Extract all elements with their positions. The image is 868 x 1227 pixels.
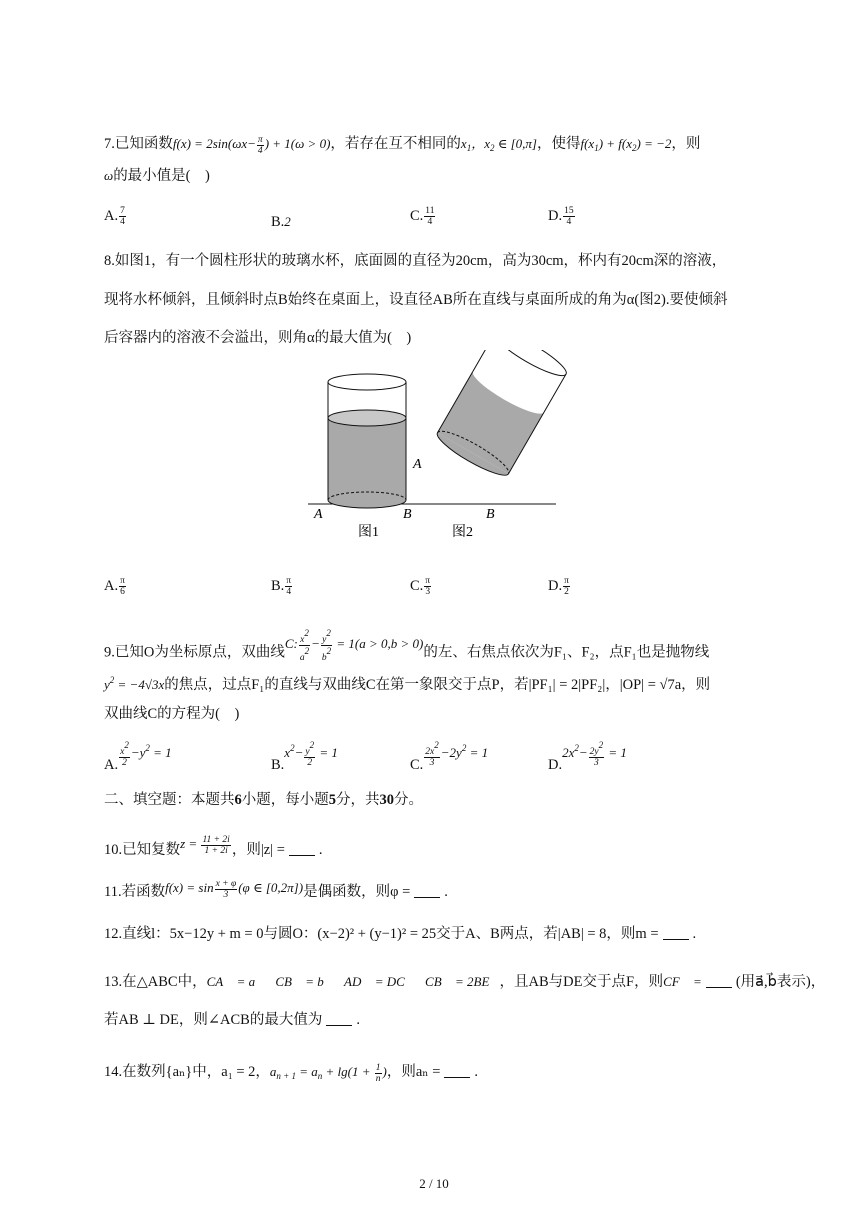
q14-answer-blank[interactable] — [444, 1063, 470, 1078]
q11-text2: 是偶函数，则φ = — [303, 884, 411, 900]
q10-number: 10. — [104, 842, 123, 858]
q9-option-d — [548, 740, 627, 774]
q9-option-b — [271, 740, 338, 774]
q9-line2 — [104, 670, 710, 695]
frac-num: π — [425, 576, 431, 586]
option-label: B. — [271, 577, 285, 594]
frac-den: 4 — [286, 587, 292, 597]
q11-formula: f(x) = sin $\frac{x + \varphi}{3}$ (φ ∈ [0,2π]) — [165, 878, 304, 900]
section2-total: 30 — [379, 792, 394, 808]
q7-option-b — [271, 214, 291, 231]
option-label: D. — [548, 577, 563, 594]
q8-number: 8. — [104, 253, 115, 269]
option-label: D. — [548, 207, 563, 224]
page-number: 2 / 10 — [419, 1176, 449, 1191]
q14-recurrence: $a_{n + 1} = a_n + \lg(1$ + $\frac{1}{n}$ ) — [269, 1062, 387, 1084]
q13-text2: ，且AB与DE交于点F，则 — [499, 974, 664, 990]
q7-text3: ，使得 — [536, 136, 581, 152]
option-label: A. — [104, 207, 119, 224]
q10-line — [104, 834, 323, 862]
tilted-cylinder — [433, 350, 570, 481]
fig1-caption: 图1 — [358, 525, 379, 540]
option-label: B. — [271, 756, 285, 773]
q13-text3: (用a⃗,b⃗表示)， — [735, 974, 826, 990]
q9-number: 9. — [104, 644, 115, 661]
q14-text2: ，则aₙ = — [386, 1064, 441, 1080]
frac-den: 4 — [566, 217, 572, 227]
frac-den: 2 — [564, 587, 569, 597]
q11-text1: 若函数 — [121, 884, 166, 900]
q14-end: . — [474, 1064, 479, 1080]
q9-line1 — [104, 628, 710, 671]
frac-num: π — [120, 576, 125, 586]
frac-den: 4 — [427, 217, 433, 227]
q8-option-b — [271, 576, 293, 597]
q13-text1: 在△ABC中， — [122, 974, 207, 990]
section2-text-d: 分。 — [394, 792, 423, 808]
option-formula: $\frac{x2}{2}$ $-y^2 = 1$ — [120, 740, 172, 768]
q9-text2: 的左、右焦点依次为F₁、F₂，点F₁也是抛物线 — [423, 644, 710, 661]
option-formula: $\frac{2x2}{3}$ $-2y^2 = 1$ — [425, 740, 489, 768]
q13-cf-vector: CF⃗ = — [663, 974, 702, 989]
q8-figure — [300, 350, 570, 545]
q8-line2 — [104, 290, 727, 310]
q7-x-vars: $x_1$，$x_2$ ∈ [0,π] — [460, 136, 537, 153]
q14-line — [104, 1062, 478, 1086]
q12-line — [104, 924, 696, 944]
q7-text1: 已知函数 — [114, 136, 173, 152]
section2-text-a: 二、填空题：本题共 — [104, 792, 235, 808]
frac-num: 11 — [425, 206, 435, 216]
section2-count: 6 — [234, 792, 242, 808]
q11-number: 11. — [104, 884, 122, 900]
q8-text2: 现将水杯倾斜，且倾斜时点B始终在桌面上，设直径AB所在直线与桌面所成的角为α(图2).要使倾斜 — [104, 292, 728, 308]
q7-option-d — [548, 206, 576, 227]
frac-den: 3 — [425, 587, 431, 597]
q12-number: 12. — [104, 926, 123, 942]
q7-function-formula: f(x) = 2sin(ωx− $\frac{\pi}{4}$ ) + 1(ω > 0) — [172, 134, 331, 156]
option-label: C. — [410, 207, 424, 224]
option-label: D. — [548, 756, 563, 773]
label-a1: A — [314, 507, 323, 522]
option-value: 2 — [284, 214, 291, 229]
option-label: C. — [410, 756, 424, 773]
q9-option-a — [104, 740, 172, 774]
q7-condition: $f(x_1) + f(x_2) = -2$ — [580, 136, 672, 153]
q8-option-a — [104, 576, 127, 597]
q7-text5: 的最小值是( ) — [113, 168, 210, 184]
frac-den: 4 — [120, 217, 125, 227]
q12-end: . — [692, 926, 697, 942]
frac-num: π — [286, 576, 292, 586]
option-label: A. — [104, 756, 119, 773]
q13-line2 — [104, 1010, 360, 1030]
label-a2: A — [413, 457, 422, 472]
q14-number: 14. — [104, 1064, 123, 1080]
q8-text1: 如图1，有一个圆柱形状的玻璃水杯，底面圆的直径为20cm，高为30cm，杯内有20cm深的溶液， — [114, 253, 727, 269]
option-label: B. — [271, 214, 285, 230]
q7-option-c — [410, 206, 436, 227]
q11-line — [104, 878, 448, 904]
q9-option-c — [410, 740, 488, 774]
q10-formula: z = $\frac{11 + 2i}{1 + 2i}$ — [180, 834, 230, 856]
q10-text2: ，则|z| = — [231, 842, 285, 858]
q10-answer-blank[interactable] — [289, 841, 315, 856]
section2-heading — [104, 790, 423, 810]
q12-answer-blank[interactable] — [663, 925, 689, 940]
q10-text1: 已知复数 — [122, 842, 181, 858]
q8-option-c — [410, 576, 432, 597]
q11-end: . — [444, 884, 448, 900]
section2-text-b: 小题，每小题 — [241, 792, 329, 808]
frac-num: π — [564, 576, 569, 586]
option-formula: $x^2-$ $\frac{y2}{2}$ = 1 — [284, 740, 338, 768]
option-label: C. — [410, 577, 424, 594]
q10-end: . — [318, 842, 323, 858]
q9-text1: 已知O为坐标原点，双曲线 — [114, 644, 285, 661]
q9-line3 — [104, 704, 239, 724]
fig2-caption: 图2 — [452, 525, 473, 540]
q7-number: 7. — [104, 136, 115, 152]
q13-number: 13. — [104, 974, 123, 990]
option-formula: $2x^2-$ $\frac{2y2}{3}$ = 1 — [562, 740, 627, 768]
q7-text2: ，若存在互不相同的 — [330, 136, 461, 152]
option-label: A. — [104, 577, 119, 594]
upright-cylinder — [328, 374, 406, 508]
label-b1: B — [403, 507, 412, 522]
q12-text1: 直线l：5x−12y + m = 0与圆O：(x−2)² + (y−1)² = 25交于A、B两点，若|AB| = 8，则m = — [122, 926, 659, 942]
q11-answer-blank[interactable] — [414, 883, 440, 898]
frac-num: 15 — [564, 206, 574, 216]
frac-num: 7 — [120, 206, 125, 216]
q14-text1: 在数列{aₙ}中，a₁ = 2， — [122, 1064, 270, 1080]
q13-answer-blank-2[interactable] — [326, 1011, 352, 1026]
q9-parabola: $y^2 = -4√3x$ — [104, 675, 165, 692]
q9-text4: 双曲线C的方程为( ) — [104, 706, 240, 722]
frac-den: 6 — [120, 587, 125, 597]
section2-text-c: 分，共 — [336, 792, 380, 808]
q8-option-d — [548, 576, 571, 597]
q8-text3: 后容器内的溶液不会溢出，则角α的最大值为( ) — [104, 330, 412, 346]
q9-text3: 的焦点，过点F₁的直线与双曲线C在第一象限交于点P，若|PF₁| = 2|PF₂|，|OP| = √7a，则 — [164, 677, 711, 693]
q7-text4: ，则 — [671, 136, 701, 152]
q13-text4: 若AB ⊥ DE，则∠ACB的最大值为 — [104, 1012, 323, 1028]
q8-line3 — [104, 328, 411, 348]
q13-end: . — [356, 1012, 360, 1028]
q13-vectors: CA⃗ = a⃗，CB⃗ = b⃗，AD⃗ = DC⃗，CB⃗ = 2BE⃗ — [206, 974, 500, 989]
q7-line2 — [104, 166, 210, 186]
label-b2: B — [486, 507, 495, 522]
q7-omega: ω — [104, 168, 114, 183]
q13-answer-blank-1[interactable] — [706, 973, 732, 988]
q7-line1 — [104, 134, 700, 158]
section2-points-each: 5 — [328, 792, 336, 808]
q8-line1 — [104, 251, 726, 271]
q7-option-a — [104, 206, 127, 227]
q13-line1 — [104, 972, 825, 992]
q9-hyperbola-formula: C: $\frac{x2}{a2}$ − $\frac{y2}{b2}$ = 1(a > 0,b > 0) — [284, 628, 424, 663]
